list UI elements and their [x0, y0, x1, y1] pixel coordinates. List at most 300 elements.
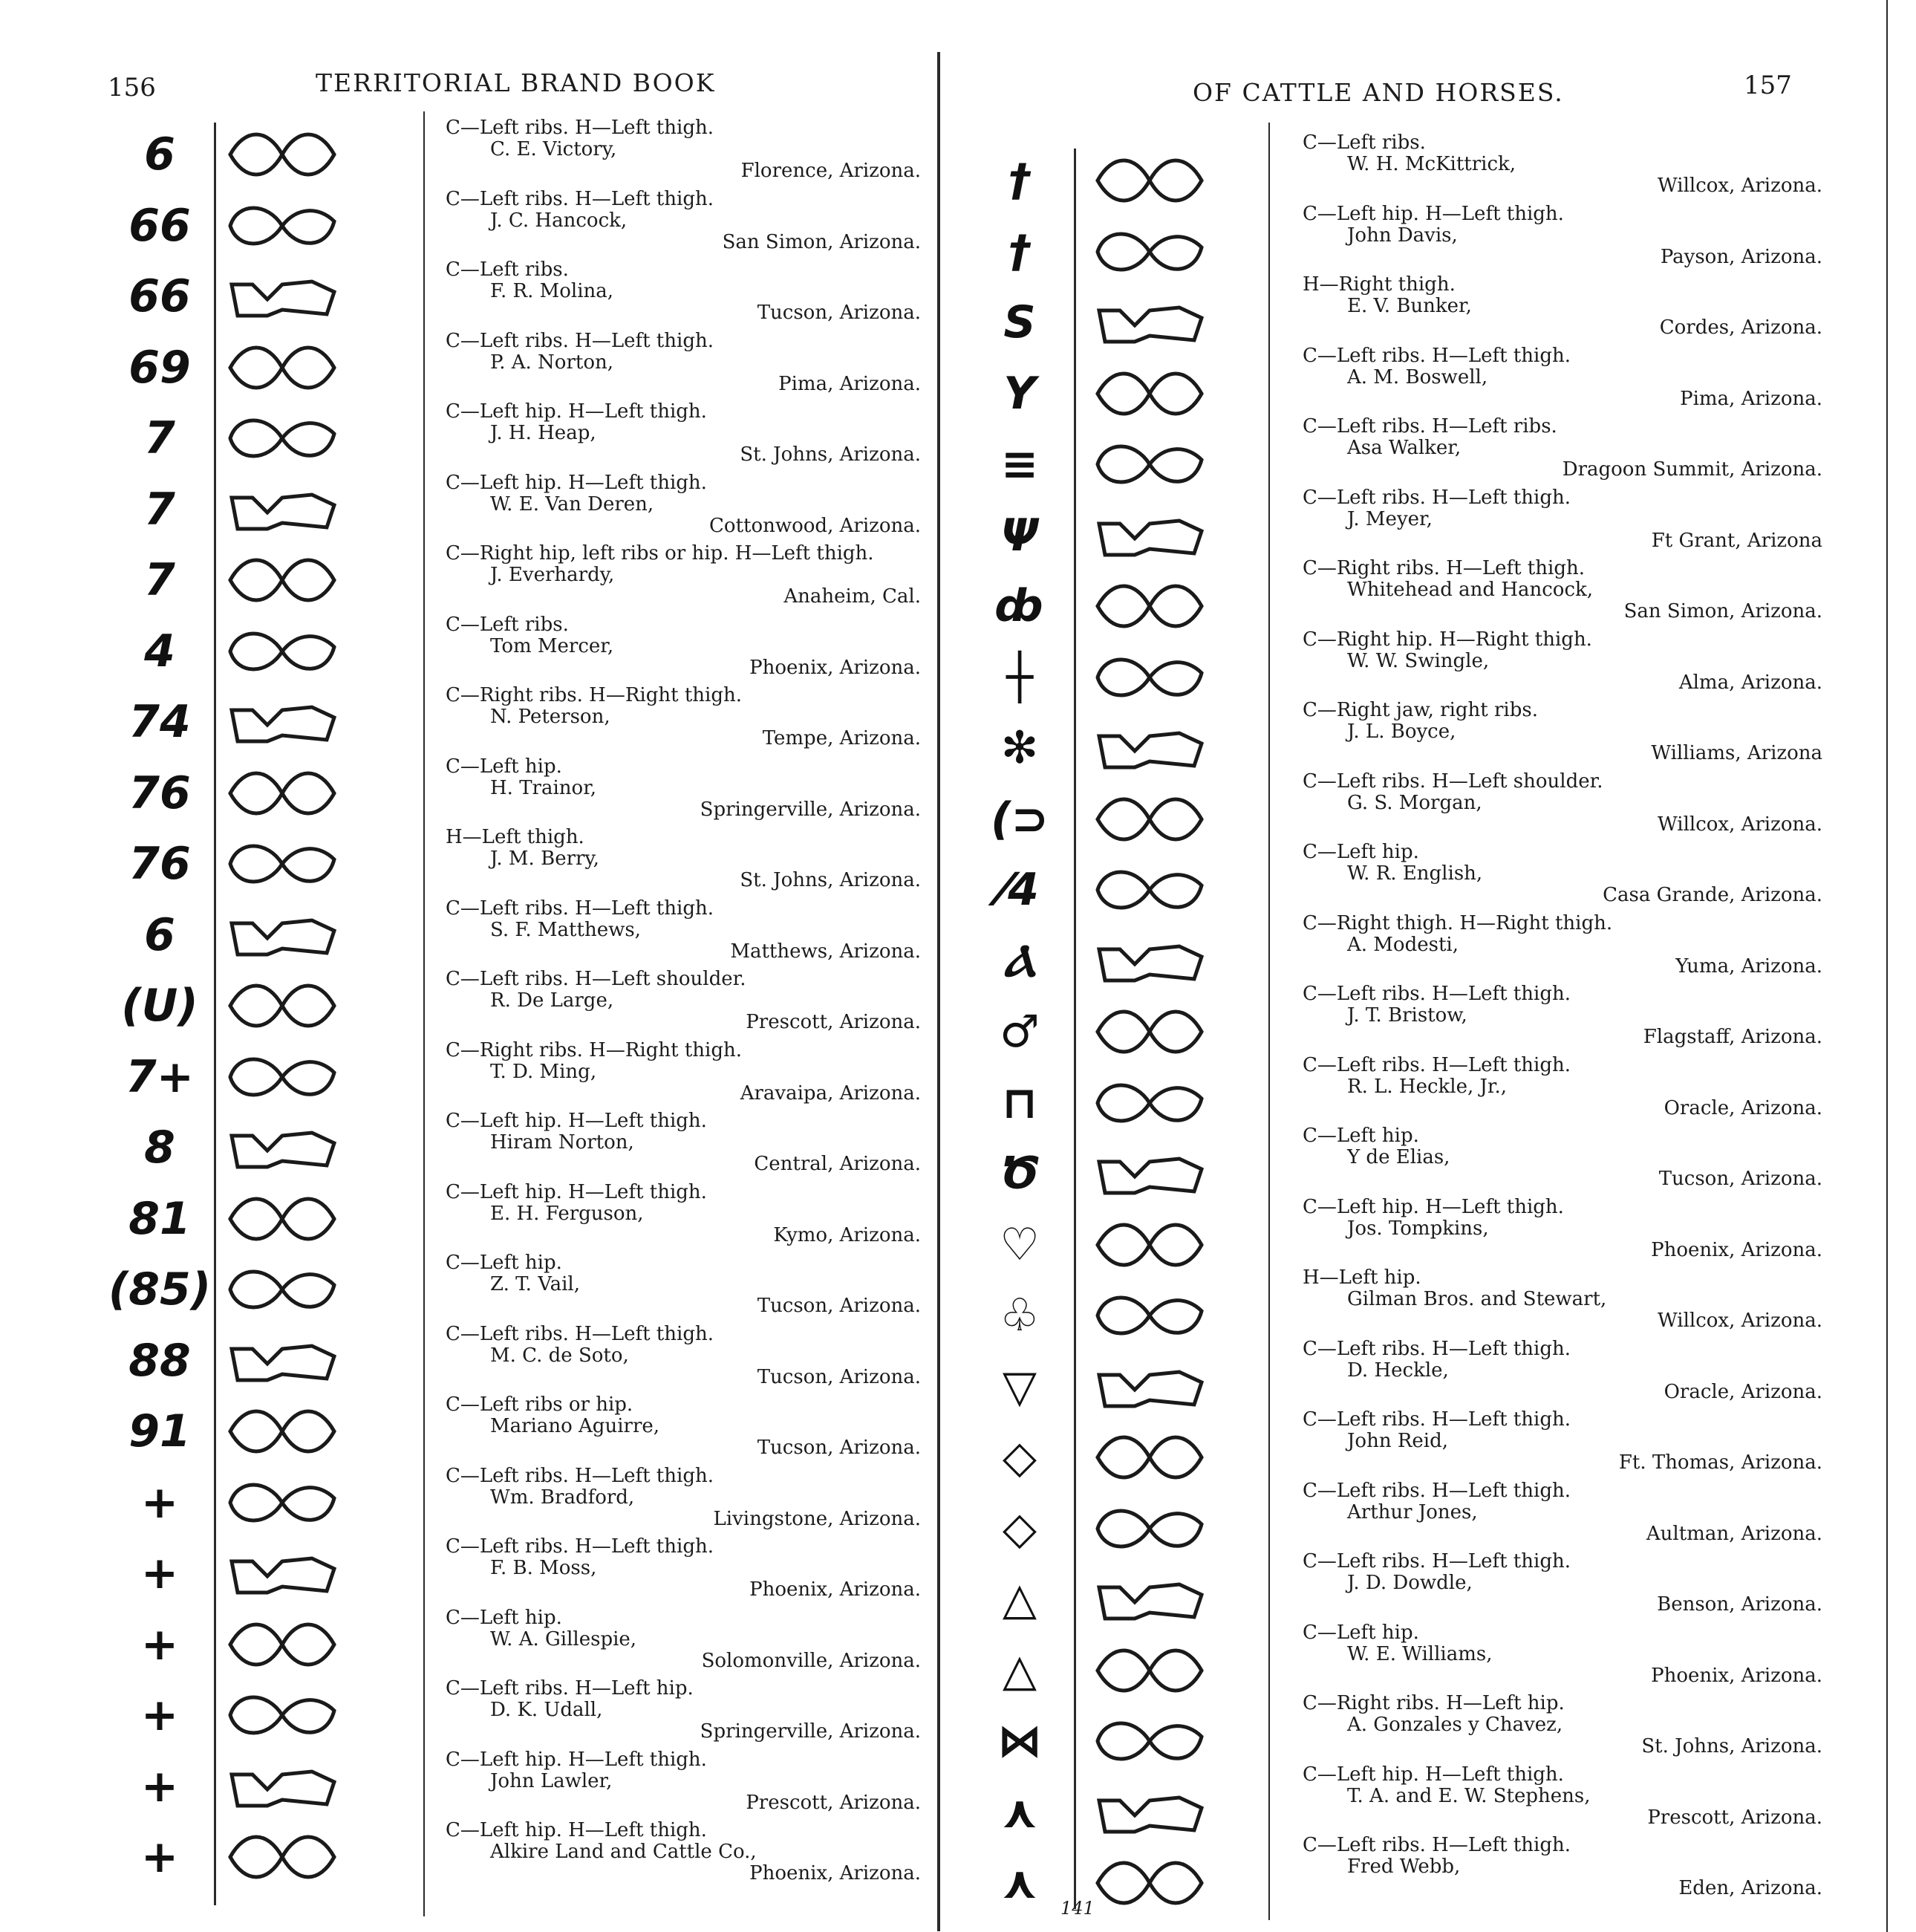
brand-mark: +	[140, 1831, 179, 1883]
horse-brand-icon	[1090, 1494, 1209, 1563]
brand-place: Williams, Arizona	[1651, 742, 1822, 764]
brand-mark: Ծ	[1000, 1148, 1040, 1200]
brand-location: C—Left ribs. H—Left thigh.	[1303, 1834, 1571, 1856]
brand-entry	[446, 117, 921, 182]
brand-entry	[1303, 1339, 1822, 1403]
brand-entry	[446, 1182, 921, 1246]
brand-owner: T. A. and E. W. Stephens,	[1347, 1784, 1591, 1807]
brand-owner: S. F. Matthews,	[490, 918, 641, 941]
brand-mark: ⁄4	[1000, 864, 1039, 916]
brand-place: Aultman, Arizona.	[1646, 1522, 1822, 1545]
brand-mark: 91	[128, 1405, 191, 1457]
brand-row	[964, 926, 1209, 997]
brand-row	[104, 1821, 349, 1893]
brand-owner: E. H. Ferguson,	[490, 1202, 644, 1225]
brand-entry	[446, 1394, 921, 1459]
brand-entry	[1303, 771, 1822, 836]
brand-location: C—Right thigh. H—Right thigh.	[1303, 911, 1613, 934]
brand-place: Payson, Arizona.	[1660, 245, 1822, 268]
horse-brand-icon	[1090, 218, 1209, 286]
brand-owner: J. C. Hancock,	[490, 209, 628, 232]
brand-location: C—Left hip. H—Left thigh.	[446, 1819, 707, 1841]
horse-brand-icon	[1090, 1353, 1209, 1421]
brand-row	[104, 1679, 349, 1751]
brand-location: C—Left hip. H—Left thigh.	[446, 471, 707, 494]
brand-row	[104, 1751, 349, 1822]
brand-owner: Asa Walker,	[1347, 437, 1462, 459]
brand-location: C—Right ribs. H—Left hip.	[1303, 1692, 1565, 1714]
brand-owner: Wm. Bradford,	[490, 1486, 635, 1509]
brand-owner: Hiram Norton,	[490, 1131, 634, 1154]
brand-row	[104, 119, 349, 190]
brand-row	[964, 1138, 1209, 1209]
brand-row	[104, 1538, 349, 1609]
brand-place: Yuma, Arizona.	[1675, 954, 1822, 978]
brand-location: C—Left ribs. H—Left thigh.	[1303, 344, 1571, 367]
right-edge-rule	[1886, 0, 1888, 1932]
brand-row	[964, 784, 1209, 855]
brand-row	[964, 216, 1209, 287]
brand-location: C—Left hip.	[1303, 841, 1419, 863]
brand-mark: ⋏	[1001, 1857, 1038, 1909]
brand-owner: J. L. Boyce,	[1347, 721, 1456, 743]
spine	[937, 52, 940, 1931]
brand-owner: Gilman Bros. and Stewart,	[1347, 1288, 1607, 1310]
brand-owner: F. R. Molina,	[490, 280, 614, 302]
brand-place: Tempe, Arizona.	[762, 727, 921, 749]
brand-row	[104, 1112, 349, 1183]
brand-mark: †	[1008, 225, 1031, 278]
brand-location: C—Left hip. H—Left thigh.	[446, 400, 707, 423]
brand-mark: 88	[128, 1334, 191, 1387]
brand-location: C—Left ribs. H—Left thigh.	[1303, 1337, 1571, 1360]
brand-row	[964, 358, 1209, 429]
brand-owner: D. K. Udall,	[490, 1699, 603, 1721]
brand-mark: 6	[144, 129, 175, 180]
brand-entry	[1303, 1764, 1822, 1829]
right-page-number: 157	[1744, 71, 1792, 100]
brand-row	[104, 1254, 349, 1325]
brand-mark: 66	[128, 270, 191, 322]
brand-row	[964, 287, 1209, 358]
horse-brand-icon	[223, 1255, 342, 1324]
brand-row	[104, 1325, 349, 1396]
horse-brand-icon	[223, 546, 342, 614]
brand-place: Phoenix, Arizona.	[1651, 1664, 1822, 1687]
brand-mark: 74	[128, 696, 191, 748]
brand-row	[104, 616, 349, 687]
brand-place: Eden, Arizona.	[1678, 1877, 1822, 1899]
brand-owner: Y de Elias,	[1347, 1146, 1450, 1168]
brand-mark: +	[140, 1689, 179, 1741]
brand-owner: J. H. Heap,	[490, 422, 596, 444]
brand-place: Aravaipa, Arizona.	[740, 1082, 921, 1105]
brand-row	[104, 403, 349, 474]
brand-owner: M. C. de Soto,	[490, 1344, 629, 1367]
brand-owner: Tom Mercer,	[490, 634, 614, 657]
brand-location: C—Left hip.	[1303, 1621, 1419, 1644]
brand-owner: E. V. Bunker,	[1347, 295, 1472, 317]
brand-row	[104, 1467, 349, 1538]
brand-entry	[1303, 1551, 1822, 1616]
horse-brand-icon	[223, 475, 342, 544]
brand-location: C—Left ribs. H—Left thigh.	[446, 329, 714, 352]
brand-entry	[1303, 558, 1822, 622]
brand-row	[964, 712, 1209, 784]
brand-place: Matthews, Arizona.	[730, 940, 921, 963]
brand-mark: 7	[144, 412, 175, 464]
brand-row	[104, 758, 349, 829]
horse-brand-icon	[223, 830, 342, 898]
brand-entry	[1303, 132, 1822, 197]
brand-location: C—Left hip. H—Left thigh.	[1303, 1763, 1564, 1786]
brand-location: C—Left hip. H—Left thigh.	[1303, 202, 1564, 225]
text-column-divider-right	[1268, 123, 1270, 1920]
brand-owner: W. A. Gillespie,	[490, 1627, 637, 1650]
horse-brand-icon	[1090, 1281, 1209, 1350]
brand-place: Tucson, Arizona.	[757, 302, 921, 324]
brand-mark: S	[1003, 296, 1036, 348]
brand-row	[964, 996, 1209, 1067]
brand-mark: (85)	[108, 1263, 212, 1315]
brand-owner: J. Meyer,	[1347, 507, 1433, 530]
brand-entry	[1303, 1267, 1822, 1332]
brand-location: C—Left ribs. H—Left thigh.	[446, 897, 714, 920]
horse-brand-icon	[223, 262, 342, 331]
brand-entry	[1303, 913, 1822, 978]
brand-owner: J. Everhardy,	[490, 564, 615, 586]
horse-brand-icon	[223, 192, 342, 260]
brand-mark: 76	[128, 838, 191, 890]
brand-row	[964, 1209, 1209, 1281]
horse-brand-icon	[223, 404, 342, 472]
brand-mark: ȸ	[995, 580, 1044, 632]
brand-entry	[446, 685, 921, 749]
brand-place: Flagstaff, Arizona.	[1643, 1026, 1822, 1048]
brand-mark: ⋏	[1001, 1786, 1038, 1838]
brand-place: Solomonville, Arizona.	[701, 1649, 921, 1672]
brand-mark: 8	[144, 1122, 175, 1174]
horse-brand-icon	[223, 1397, 342, 1466]
horse-brand-icon	[223, 1043, 342, 1111]
brand-location: C—Left hip. H—Left thigh.	[446, 1748, 707, 1771]
brand-location: C—Left ribs. H—Left thigh.	[446, 1464, 714, 1487]
brand-entry	[446, 1607, 921, 1672]
brand-place: Tucson, Arizona.	[1658, 1168, 1822, 1190]
brand-location: H—Left thigh.	[446, 826, 584, 848]
brand-entry	[446, 543, 921, 608]
brand-row	[964, 500, 1209, 571]
brand-place: Cottonwood, Arizona.	[709, 514, 921, 537]
brand-entry	[446, 1749, 921, 1814]
brand-entry	[446, 331, 921, 395]
brand-place: St. Johns, Arizona.	[1641, 1735, 1822, 1757]
brand-location: C—Left ribs. H—Left thigh.	[446, 1322, 714, 1345]
brand-place: St. Johns, Arizona.	[740, 443, 921, 466]
brand-location: C—Left ribs. H—Left thigh.	[1303, 1550, 1571, 1572]
horse-brand-icon	[223, 1681, 342, 1749]
brand-location: C—Right hip. H—Right thigh.	[1303, 628, 1592, 651]
brand-entry	[1303, 345, 1822, 410]
horse-brand-icon	[1090, 785, 1209, 853]
brand-place: Tucson, Arizona.	[757, 1437, 921, 1459]
brand-place: Alma, Arizona.	[1678, 671, 1822, 694]
brand-mark: △	[1002, 1573, 1037, 1625]
brand-place: Prescott, Arizona.	[1647, 1806, 1822, 1829]
brand-location: H—Right thigh.	[1303, 273, 1456, 296]
brand-row	[104, 1609, 349, 1680]
brand-mark: ♧	[1000, 1289, 1040, 1341]
brand-location: C—Left ribs.	[1303, 131, 1426, 154]
brand-entry	[1303, 629, 1822, 694]
brand-location: C—Left ribs. H—Left thigh.	[446, 117, 714, 139]
horse-brand-icon	[1090, 1636, 1209, 1705]
brand-row	[964, 1564, 1209, 1635]
horse-brand-icon	[1090, 1211, 1209, 1279]
brand-entry	[446, 898, 921, 963]
brand-owner: A. M. Boswell,	[1347, 365, 1488, 388]
brand-place: Phoenix, Arizona.	[1651, 1238, 1822, 1261]
brand-entry	[1303, 1480, 1822, 1545]
brand-entry	[1303, 1835, 1822, 1899]
brand-row	[964, 1493, 1209, 1564]
left-page	[0, 0, 942, 1932]
brand-owner: W. E. Van Deren,	[490, 492, 654, 515]
brand-row	[104, 190, 349, 261]
brand-location: C—Left hip.	[446, 1606, 562, 1629]
brand-row	[964, 854, 1209, 926]
brand-mark: ≡	[1000, 438, 1039, 490]
brand-row	[104, 332, 349, 403]
brand-mark: ♂	[1000, 1006, 1040, 1058]
brand-row	[104, 1041, 349, 1113]
brand-place: Springerville, Arizona.	[700, 1720, 921, 1743]
brand-place: Cordes, Arizona.	[1659, 316, 1822, 339]
brand-owner: W. E. Williams,	[1347, 1642, 1493, 1665]
brand-owner: J. T. Bristow,	[1347, 1004, 1467, 1027]
brand-location: C—Left ribs. H—Left thigh.	[1303, 1479, 1571, 1502]
brand-entry	[446, 1040, 921, 1105]
brand-entry	[1303, 1693, 1822, 1757]
brand-location: C—Right jaw, right ribs.	[1303, 699, 1538, 721]
horse-brand-icon	[1090, 856, 1209, 924]
brand-place: Central, Arizona.	[754, 1153, 921, 1175]
brand-row	[964, 1067, 1209, 1139]
horse-brand-icon	[223, 1327, 342, 1395]
brand-place: Ft. Thomas, Arizona.	[1618, 1451, 1822, 1474]
brand-mark: ◇	[1002, 1431, 1037, 1483]
brand-owner: C. E. Victory,	[490, 138, 617, 160]
brand-location: C—Left ribs. H—Left shoulder.	[446, 968, 746, 990]
horse-brand-icon	[223, 1185, 342, 1253]
brand-place: Springerville, Arizona.	[700, 798, 921, 821]
brand-place: Willcox, Arizona.	[1657, 1310, 1822, 1332]
brand-row	[964, 642, 1209, 713]
brand-mark: (⊃	[991, 793, 1049, 845]
brand-location: C—Left ribs. H—Left thigh.	[1303, 486, 1571, 509]
brand-entry	[1303, 983, 1822, 1048]
brand-location: C—Left ribs. H—Left shoulder.	[1303, 770, 1603, 793]
brand-place: Oracle, Arizona.	[1664, 1096, 1822, 1119]
brand-location: C—Left ribs. H—Left ribs.	[1303, 415, 1557, 438]
brand-owner: H. Trainor,	[490, 776, 597, 799]
brand-entry	[1303, 1125, 1822, 1190]
brand-entry	[446, 259, 921, 324]
brand-place: Casa Grande, Arizona.	[1603, 884, 1822, 906]
brand-location: C—Right ribs. H—Right thigh.	[446, 684, 742, 706]
brand-location: C—Left ribs. H—Left thigh.	[446, 187, 714, 210]
brand-location: C—Right ribs. H—Left thigh.	[1303, 557, 1585, 579]
horse-brand-icon	[1090, 430, 1209, 498]
brand-owner: T. D. Ming,	[490, 1060, 597, 1083]
brand-entry	[1303, 700, 1822, 764]
horse-brand-icon	[223, 759, 342, 827]
brand-place: Phoenix, Arizona.	[749, 656, 921, 679]
brand-mark: +	[140, 1476, 179, 1529]
horse-brand-icon	[223, 1823, 342, 1891]
horse-brand-icon	[223, 972, 342, 1040]
brand-owner: D. Heckle,	[1347, 1359, 1449, 1382]
brand-mark: +	[140, 1547, 179, 1599]
brand-place: St. Johns, Arizona.	[740, 869, 921, 891]
brand-entry	[446, 1324, 921, 1388]
brand-location: C—Left ribs. H—Left thigh.	[1303, 983, 1571, 1005]
brand-location: C—Left hip. H—Left thigh.	[446, 1110, 707, 1132]
brand-place: Dragoon Summit, Arizona.	[1562, 458, 1822, 481]
horse-brand-icon	[223, 1610, 342, 1679]
brand-mark: ⊓	[1002, 1076, 1037, 1129]
brand-location: C—Left hip.	[1303, 1125, 1419, 1147]
brand-owner: R. L. Heckle, Jr.,	[1347, 1075, 1508, 1098]
brand-entry	[1303, 416, 1822, 481]
horse-brand-icon	[1090, 572, 1209, 640]
brand-location: C—Right ribs. H—Right thigh.	[446, 1038, 742, 1061]
brand-owner: Alkire Land and Cattle Co.,	[490, 1841, 757, 1863]
brand-owner: W. H. McKittrick,	[1347, 153, 1516, 175]
brand-mark: ┼	[1006, 651, 1034, 703]
brand-mark: 69	[128, 341, 191, 394]
brand-row	[104, 1396, 349, 1467]
brand-place: Florence, Arizona.	[740, 160, 921, 182]
right-page-header: OF CATTLE AND HORSES.	[1193, 78, 1564, 107]
brand-place: Phoenix, Arizona.	[749, 1862, 921, 1884]
brand-place: San Simon, Arizona.	[1623, 600, 1822, 622]
brand-place: Prescott, Arizona.	[746, 1011, 921, 1033]
brand-row	[104, 544, 349, 616]
brand-mark: †	[1008, 155, 1031, 206]
brand-place: Livingstone, Arizona.	[713, 1507, 921, 1530]
brand-mark: +	[140, 1760, 179, 1812]
brand-location: C—Left ribs. H—Left thigh.	[446, 1535, 714, 1558]
horse-brand-icon	[1090, 1069, 1209, 1137]
brand-entry	[446, 1820, 921, 1884]
brand-place: Prescott, Arizona.	[746, 1791, 921, 1814]
brand-owner: John Reid,	[1347, 1430, 1449, 1452]
page-footer-note: 141	[1060, 1898, 1095, 1919]
brand-owner: Whitehead and Hancock,	[1347, 579, 1594, 601]
horse-brand-icon	[223, 120, 342, 189]
horse-brand-icon	[1090, 714, 1209, 782]
brand-row	[964, 1422, 1209, 1493]
brand-owner: R. De Large,	[490, 989, 614, 1012]
brand-entry	[1303, 1055, 1822, 1119]
horse-brand-icon	[1090, 146, 1209, 215]
brand-owner: Mariano Aguirre,	[490, 1415, 660, 1437]
brand-mark: 66	[128, 199, 191, 252]
brand-location: C—Left ribs or hip.	[446, 1393, 633, 1416]
brand-location: C—Left ribs. H—Left thigh.	[1303, 1053, 1571, 1076]
brand-place: Pima, Arizona.	[1680, 387, 1822, 410]
horse-brand-icon	[1090, 501, 1209, 570]
brand-owner: A. Gonzales y Chavez,	[1347, 1714, 1563, 1736]
brand-row	[104, 1183, 349, 1255]
brand-owner: J. M. Berry,	[490, 848, 599, 870]
brand-row	[964, 570, 1209, 642]
brand-row	[964, 145, 1209, 216]
horse-brand-icon	[1090, 998, 1209, 1066]
brand-owner: John Davis,	[1347, 224, 1458, 247]
brand-owner: G. S. Morgan,	[1347, 791, 1482, 814]
brand-place: Oracle, Arizona.	[1664, 1380, 1822, 1403]
brand-location: C—Left ribs. H—Left thigh.	[1303, 1408, 1571, 1431]
brand-owner: F. B. Moss,	[490, 1557, 597, 1579]
brand-entry	[446, 969, 921, 1033]
brand-place: Benson, Arizona.	[1657, 1593, 1822, 1616]
horse-brand-icon	[223, 688, 342, 756]
left-page-header: TERRITORIAL BRAND BOOK	[316, 68, 716, 97]
brand-location: C—Left ribs.	[446, 258, 569, 281]
brand-mark: △	[1002, 1644, 1037, 1697]
brand-entry	[446, 1466, 921, 1530]
brand-mark: ▽	[1002, 1360, 1037, 1413]
brand-row	[964, 1635, 1209, 1706]
brand-mark: 81	[128, 1192, 191, 1245]
brand-entry	[446, 1536, 921, 1601]
brand-entry	[446, 614, 921, 679]
brand-owner: W. W. Swingle,	[1347, 649, 1490, 672]
brand-row	[964, 429, 1209, 500]
brand-row	[104, 686, 349, 758]
brand-mark: 7	[144, 483, 175, 536]
brand-owner: Arthur Jones,	[1347, 1500, 1478, 1523]
brand-mark: +	[140, 1618, 179, 1671]
brand-mark: ♡	[1000, 1218, 1040, 1271]
horse-brand-icon	[1090, 1849, 1209, 1917]
brand-entry	[1303, 1622, 1822, 1687]
brand-row	[104, 828, 349, 900]
brand-owner: Fred Webb,	[1347, 1855, 1461, 1878]
brand-entry	[446, 1110, 921, 1175]
brand-location: C—Left hip. H—Left thigh.	[446, 1180, 707, 1203]
brand-location: C—Left ribs. H—Left hip.	[446, 1677, 694, 1700]
horse-brand-icon	[1090, 1423, 1209, 1492]
brand-location: H—Left hip.	[1303, 1266, 1421, 1289]
brand-mark: 7	[144, 554, 175, 606]
brand-mark: 4	[144, 625, 175, 677]
brand-entry	[446, 827, 921, 891]
horse-brand-icon	[1090, 1139, 1209, 1208]
brand-place: Kymo, Arizona.	[773, 1223, 921, 1246]
horse-brand-icon	[223, 334, 342, 402]
brand-owner: Z. T. Vail,	[490, 1273, 580, 1295]
brand-row	[964, 1280, 1209, 1351]
brand-entry	[446, 189, 921, 253]
horse-brand-icon	[1090, 643, 1209, 712]
brand-entry	[446, 401, 921, 466]
horse-brand-icon	[1090, 1707, 1209, 1775]
brand-row	[104, 900, 349, 971]
brand-mark: ✻	[1000, 722, 1039, 774]
